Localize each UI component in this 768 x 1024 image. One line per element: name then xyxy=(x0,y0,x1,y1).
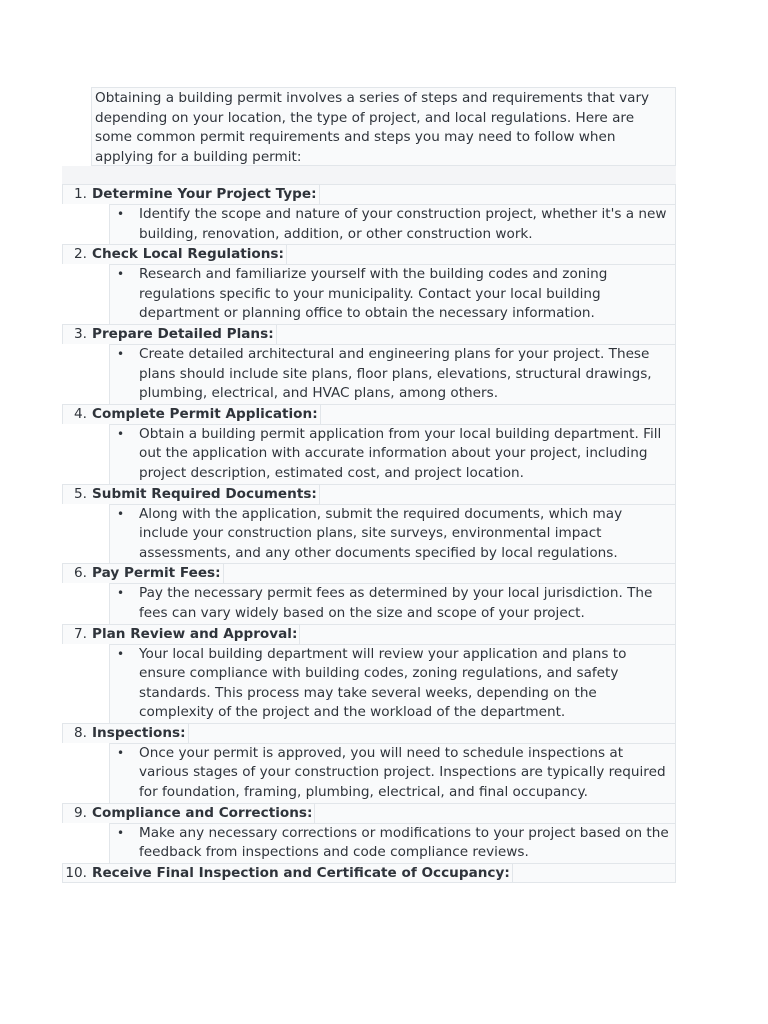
step-9-heading xyxy=(62,803,676,823)
step-detail-text: Once your permit is approved, you will need to schedule inspections at various stages of your construction project. Inspections are typically required for foundation, framing, plumbing, electrical, and final occupancy. xyxy=(139,744,666,801)
step-3-detail xyxy=(109,344,676,404)
step-9-detail xyxy=(109,823,676,863)
step-number: 10. xyxy=(65,864,87,881)
bullet-icon: • xyxy=(117,506,125,521)
step-number: 9. xyxy=(74,804,87,821)
step-detail-text: Your local building department will review your application and plans to ensure compliance with building codes, zoning regulations, and safety standards. This process may take several weeks, depending on the complexity of the project and the workload of the department. xyxy=(139,645,627,721)
step-10-heading xyxy=(62,863,676,883)
step-title: Inspections: xyxy=(92,724,189,743)
step-title: Submit Required Documents: xyxy=(92,485,320,504)
step-title: Receive Final Inspection and Certificate of Occupancy: xyxy=(92,864,513,883)
step-number: 3. xyxy=(74,325,87,342)
step-detail-text: Make any necessary corrections or modifications to your project based on the feedback from inspections and code compliance reviews. xyxy=(139,824,669,861)
step-title: Prepare Detailed Plans: xyxy=(92,325,277,344)
step-8-detail xyxy=(109,743,676,803)
step-detail-text: Research and familiarize yourself with the building codes and zoning regulations specific to your municipality. Contact your local building department or planning office to obtain the necessary information. xyxy=(139,266,608,322)
step-2-heading xyxy=(62,244,676,264)
step-number: 6. xyxy=(74,565,87,582)
step-detail-text: Identify the scope and nature of your construction project, whether it's a new building, renovation, addition, or other construction work. xyxy=(139,206,667,242)
step-6-heading xyxy=(62,563,676,583)
step-detail-text: Create detailed architectural and engineering plans for your project. These plans should include site plans, floor plans, elevations, structural drawings, plumbing, electrical, and HVAC plans, among others. xyxy=(139,345,652,402)
step-5-detail xyxy=(109,504,676,564)
bullet-icon: • xyxy=(117,426,125,441)
bullet-icon: • xyxy=(117,207,125,221)
step-1-detail xyxy=(109,204,676,244)
step-detail-text: Pay the necessary permit fees as determined by your local jurisdiction. The fees can vary widely based on the size and scope of your project. xyxy=(139,585,653,621)
step-number: 4. xyxy=(74,405,87,422)
steps-list xyxy=(62,184,676,883)
intro-paragraph: Obtaining a building permit involves a series of steps and requirements that vary depending on your location, the type of project, and local regulations. Here are some common permit requirements and steps you may need to follow when applying for a building permit: xyxy=(91,87,676,166)
bullet-icon: • xyxy=(117,745,125,760)
bullet-icon: • xyxy=(117,346,125,361)
bullet-icon: • xyxy=(117,267,125,282)
step-8-heading xyxy=(62,723,676,743)
bullet-icon: • xyxy=(117,586,125,601)
step-4-heading xyxy=(62,404,676,424)
step-number: 5. xyxy=(74,485,87,502)
step-title: Plan Review and Approval: xyxy=(92,625,300,644)
step-2-detail xyxy=(109,264,676,324)
step-number: 1. xyxy=(74,186,87,202)
step-detail-text: Along with the application, submit the required documents, which may include your construction plans, site surveys, environmental impact assessments, and any other documents specified by local regulations. xyxy=(139,505,623,561)
step-title: Complete Permit Application: xyxy=(92,405,321,424)
step-number: 7. xyxy=(74,625,87,642)
step-number: 2. xyxy=(74,246,87,263)
step-3-heading xyxy=(62,324,676,344)
step-6-detail xyxy=(109,583,676,623)
step-4-detail xyxy=(109,424,676,484)
step-1-heading xyxy=(62,184,676,204)
step-7-heading xyxy=(62,624,676,644)
section-divider xyxy=(62,166,676,184)
bullet-icon: • xyxy=(117,825,125,840)
step-title: Compliance and Corrections: xyxy=(92,804,315,823)
bullet-icon: • xyxy=(117,646,125,661)
step-title: Check Local Regulations: xyxy=(92,245,287,264)
step-detail-text: Obtain a building permit application from your local building department. Fill out the application with accurate information about your project, including project description, estimated cost, and project location. xyxy=(139,425,662,481)
step-5-heading xyxy=(62,484,676,504)
step-7-detail xyxy=(109,644,676,723)
step-number: 8. xyxy=(74,724,87,741)
step-title: Determine Your Project Type: xyxy=(92,185,320,204)
step-title: Pay Permit Fees: xyxy=(92,564,224,583)
